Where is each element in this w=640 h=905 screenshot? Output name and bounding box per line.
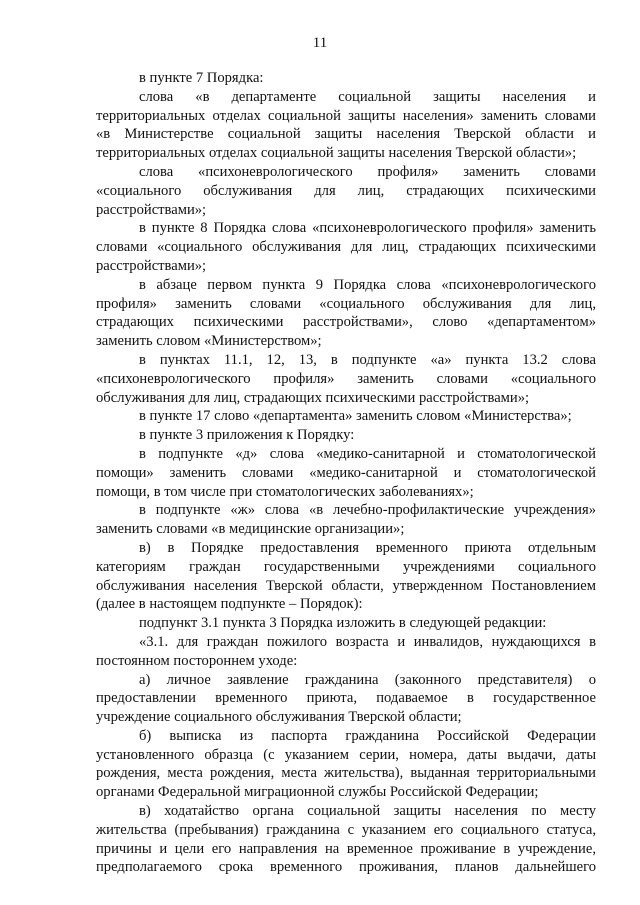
text-line: б) выписка из паспорта гражданина Российской Федерации (139, 727, 596, 744)
text-line: жительства (пребывания) гражданина с указанием его социального статуса, (96, 821, 596, 838)
text-line: в подпункте «д» слова «медико-санитарной и стоматологической (139, 445, 596, 462)
text-line: «3.1. для граждан пожилого возраста и инвалидов, нуждающихся в (139, 633, 596, 650)
text-line: расстройствами»; (96, 257, 207, 274)
text-line: а) личное заявление гражданина (законного представителя) о (139, 671, 596, 688)
page-number: 11 (312, 35, 328, 51)
text-line: слова «психоневрологического профиля» заменить словами (139, 163, 596, 180)
text-line: в пункте 8 Порядка слова «психоневрологического профиля» заменить (139, 220, 596, 237)
text-line: в) в Порядке предоставления временного приюта отдельным (139, 539, 596, 556)
text-line: в подпункте «ж» слова «в лечебно-профилактические учреждения» (139, 502, 596, 519)
text-line: в пункте 3 приложения к Порядку: (139, 427, 355, 444)
text-line: в) ходатайство органа социальной защиты населения по месту (139, 803, 596, 820)
text-line: рождения, места рождения, места жительства), выданная территориальными (96, 765, 596, 782)
text-line: установленного образца (с указанием серии, номера, даты выдачи, даты (96, 746, 596, 763)
text-line: подпункт 3.1 пункта 3 Порядка изложить в следующей редакции: (139, 615, 547, 632)
text-line: в пункте 17 слово «департамента» заменить словом «Министерства»; (139, 408, 572, 425)
text-line: учреждение социального обслуживания Тверской области; (96, 709, 462, 726)
text-line: «психоневрологического профиля» заменить словами «социального (96, 370, 596, 387)
text-line: в пункте 7 Порядка: (139, 70, 264, 86)
text-line: территориальных отделах социальной защиты населения Тверской области»; (96, 145, 577, 162)
text-line: органами Федеральной миграционной службы Российской Федерации; (96, 784, 539, 801)
text-line: расстройствами»; (96, 201, 207, 218)
text-line: «в Министерстве социальной защиты населения Тверской области и (96, 126, 596, 143)
text-line: помощи, в том числе при стоматологических заболеваниях»; (96, 483, 474, 500)
body-text (96, 69, 596, 877)
text-line: заменить словами «в медицинские организации»; (96, 521, 405, 538)
text-line: слова «в департаменте социальной защиты населения и (139, 88, 596, 105)
text-line: помощи» заменить словами «медико-санитарной и стоматологической (96, 464, 596, 481)
text-line: причины и цели его направления на временное проживание в учреждение, (96, 840, 596, 857)
text-line: территориальных отделах социальной защиты населения» заменить словами (96, 107, 596, 124)
text-line: в абзаце первом пункта 9 Порядка слова «психоневрологического (139, 276, 596, 293)
text-line: «социального обслуживания для лиц, страдающих психическими (96, 182, 596, 199)
text-line: профиля» заменить словами «социального обслуживания для лиц, (96, 295, 596, 312)
text-line: предполагаемого срока временного проживания, планов дальнейшего (96, 859, 596, 876)
text-line: страдающих психическими расстройствами», слово «департаментом» (96, 314, 596, 331)
text-line: категориям граждан государственными учреждениями социального (96, 558, 596, 575)
text-line: предоставлении временного приюта, подаваемое в государственное (96, 690, 596, 707)
text-line: в пунктах 11.1, 12, 13, в подпункте «а» пункта 13.2 слова (139, 351, 596, 368)
text-line: обслуживания населения Тверской области, утвержденном Постановлением (96, 577, 596, 594)
text-line: (далее в настоящем подпункте – Порядок): (96, 596, 363, 613)
text-line: словами «социального обслуживания для лиц, страдающих психическими (96, 239, 596, 256)
text-line: заменить словом «Министерством»; (96, 333, 322, 350)
text-line: обслуживания для лиц, страдающих психическими расстройствами»; (96, 389, 530, 406)
text-line: постоянном постороннем уходе: (96, 652, 298, 669)
